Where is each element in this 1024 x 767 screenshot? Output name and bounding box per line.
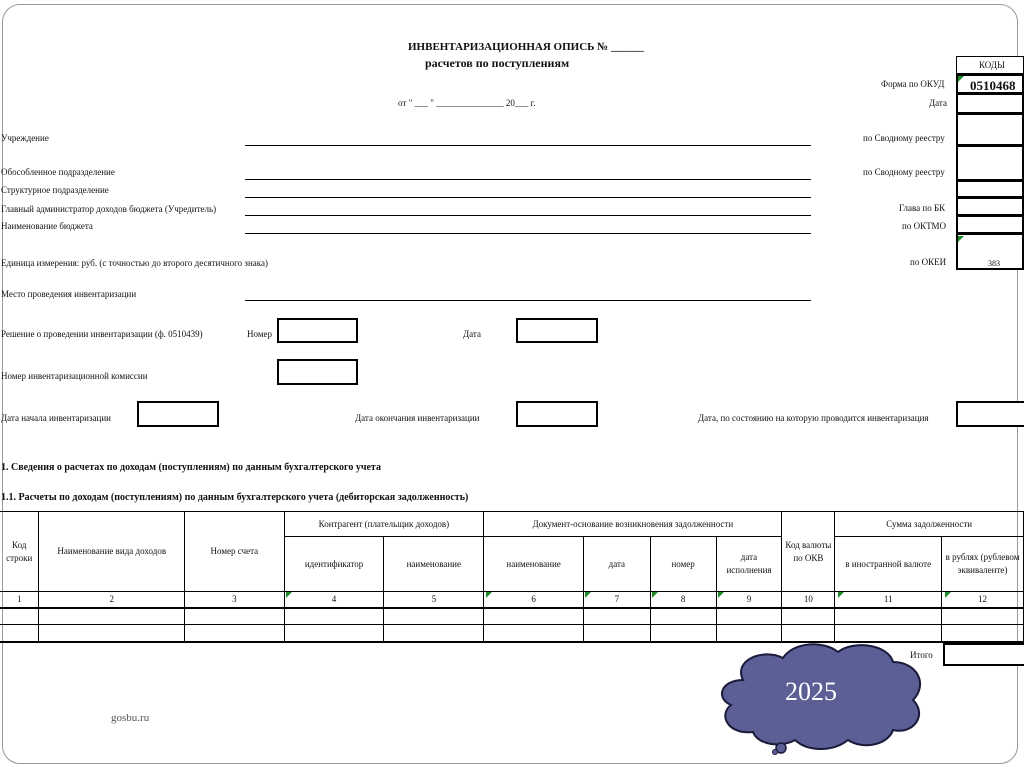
column-numbers-row [0, 592, 1024, 608]
corner-mark [286, 592, 292, 598]
source-link[interactable]: gosbu.ru [111, 712, 150, 724]
col-number: 4 [284, 592, 384, 608]
place-line[interactable] [245, 300, 811, 301]
date-line: от " ___ " _______________ 20___ г. [398, 98, 536, 108]
codes-header: КОДЫ [956, 56, 1024, 74]
col-number: 5 [384, 592, 484, 608]
table-row[interactable] [0, 625, 1024, 642]
header-document: Документ-основание возникновения задолженности [484, 512, 782, 537]
section-1-1-heading: 1.1. Расчеты по доходам (поступлениям) по данным бухгалтерского учета (дебиторская задолженность) [1, 492, 469, 503]
place-label: Место проведения инвентаризации [1, 289, 137, 299]
registry-code-cell-2[interactable] [956, 146, 1024, 181]
header-rub: в рублях (рублевом эквиваленте) [942, 537, 1024, 592]
header-doc-name: наименование [484, 537, 584, 592]
okud-label: Форма по ОКУД [881, 79, 945, 89]
corner-mark [585, 592, 591, 598]
institution-line[interactable] [245, 145, 811, 146]
header-code: Код строки [0, 512, 39, 592]
start-date-box[interactable] [137, 401, 219, 427]
col-number: 9 [716, 592, 782, 608]
header-counterparty: Контрагент (плательщик доходов) [284, 512, 484, 537]
corner-mark [486, 592, 492, 598]
header-cp-name: наименование [384, 537, 484, 592]
col-number: 1 [0, 592, 39, 608]
end-date-box[interactable] [516, 401, 598, 427]
decision-label: Решение о проведении инвентаризации (ф. 0510439) [1, 329, 203, 339]
receivables-table [0, 511, 1024, 643]
col-number: 7 [583, 592, 650, 608]
commission-number-label: Номер инвентаризационной комиссии [1, 371, 148, 381]
okud-value: 0510468 [970, 78, 1016, 93]
corner-mark [652, 592, 658, 598]
corner-mark [958, 76, 964, 82]
document-subtitle: расчетов по поступлениям [425, 56, 570, 70]
col-number: 6 [484, 592, 584, 608]
header-doc-date: дата [583, 537, 650, 592]
total-value-box[interactable] [943, 643, 1024, 666]
okei-label: по ОКЕИ [910, 257, 947, 267]
structural-code-cell[interactable] [956, 181, 1024, 198]
header-foreign: в иностранной валюте [835, 537, 942, 592]
header-doc-exec-date: дата исполнения [716, 537, 782, 592]
oktmo-code-cell[interactable] [956, 216, 1024, 234]
oktmo-label: по ОКТМО [902, 221, 946, 231]
institution-label: Учреждение [1, 133, 49, 143]
col-number: 12 [942, 592, 1024, 608]
col-number: 8 [650, 592, 716, 608]
decision-number-label: Номер [247, 329, 273, 339]
document-title: ИНВЕНТАРИЗАЦИОННАЯ ОПИСЬ № ______ [408, 41, 644, 53]
budget-name-line[interactable] [245, 233, 811, 234]
chief-admin-line[interactable] [245, 215, 811, 216]
header-doc-number: номер [650, 537, 716, 592]
table-row[interactable] [0, 608, 1024, 625]
date-code-cell[interactable] [956, 94, 1024, 114]
chief-admin-label: Главный администратор доходов бюджета (Учредитель) [1, 204, 217, 214]
date-code-label: Дата [929, 98, 947, 108]
bk-label: Глава по БК [899, 203, 946, 213]
structural-division-label: Структурное подразделение [1, 185, 109, 195]
header-account: Номер счета [185, 512, 285, 592]
structural-division-line[interactable] [245, 197, 811, 198]
decision-date-label: Дата [463, 329, 481, 339]
decision-date-box[interactable] [516, 318, 598, 343]
cloud-tail-dot [773, 750, 778, 755]
registry-label-2: по Сводному реестру [863, 167, 945, 177]
registry-code-cell-1[interactable] [956, 114, 1024, 146]
registry-label-1: по Сводному реестру [863, 133, 945, 143]
year-label: 2025 [785, 677, 837, 706]
bk-code-cell[interactable] [956, 198, 1024, 216]
corner-mark [718, 592, 724, 598]
as-of-date-label: Дата, по состоянию на которую проводится инвентаризация [698, 413, 929, 423]
end-date-label: Дата окончания инвентаризации [355, 413, 480, 423]
header-income-type: Наименование вида доходов [39, 512, 185, 592]
separate-division-line[interactable] [245, 179, 811, 180]
budget-name-label: Наименование бюджета [1, 221, 93, 231]
header-debt-sum: Сумма задолженности [835, 512, 1024, 537]
section-1-heading: 1. Сведения о расчетах по доходам (поступлениям) по данным бухгалтерского учета [1, 462, 381, 473]
as-of-date-box[interactable] [956, 401, 1024, 427]
unit-label: Единица измерения: руб. (с точностью до второго десятичного знака) [1, 258, 268, 268]
header-cp-id: идентификатор [284, 537, 384, 592]
start-date-label: Дата начала инвентаризации [1, 413, 111, 423]
col-number: 2 [39, 592, 185, 608]
header-okv: Код валюты по ОКВ [782, 512, 835, 592]
separate-division-label: Обособленное подразделение [1, 167, 115, 177]
corner-mark [945, 592, 951, 598]
decision-number-box[interactable] [277, 318, 358, 343]
corner-mark [958, 236, 964, 242]
total-label: Итого [910, 650, 933, 660]
commission-number-box[interactable] [277, 359, 358, 385]
col-number: 10 [782, 592, 835, 608]
okei-value: 383 [988, 259, 1000, 268]
okei-code-cell [956, 234, 1024, 270]
col-number: 3 [185, 592, 285, 608]
okud-code-cell [956, 74, 1024, 94]
corner-mark [838, 592, 844, 598]
col-number: 11 [835, 592, 942, 608]
